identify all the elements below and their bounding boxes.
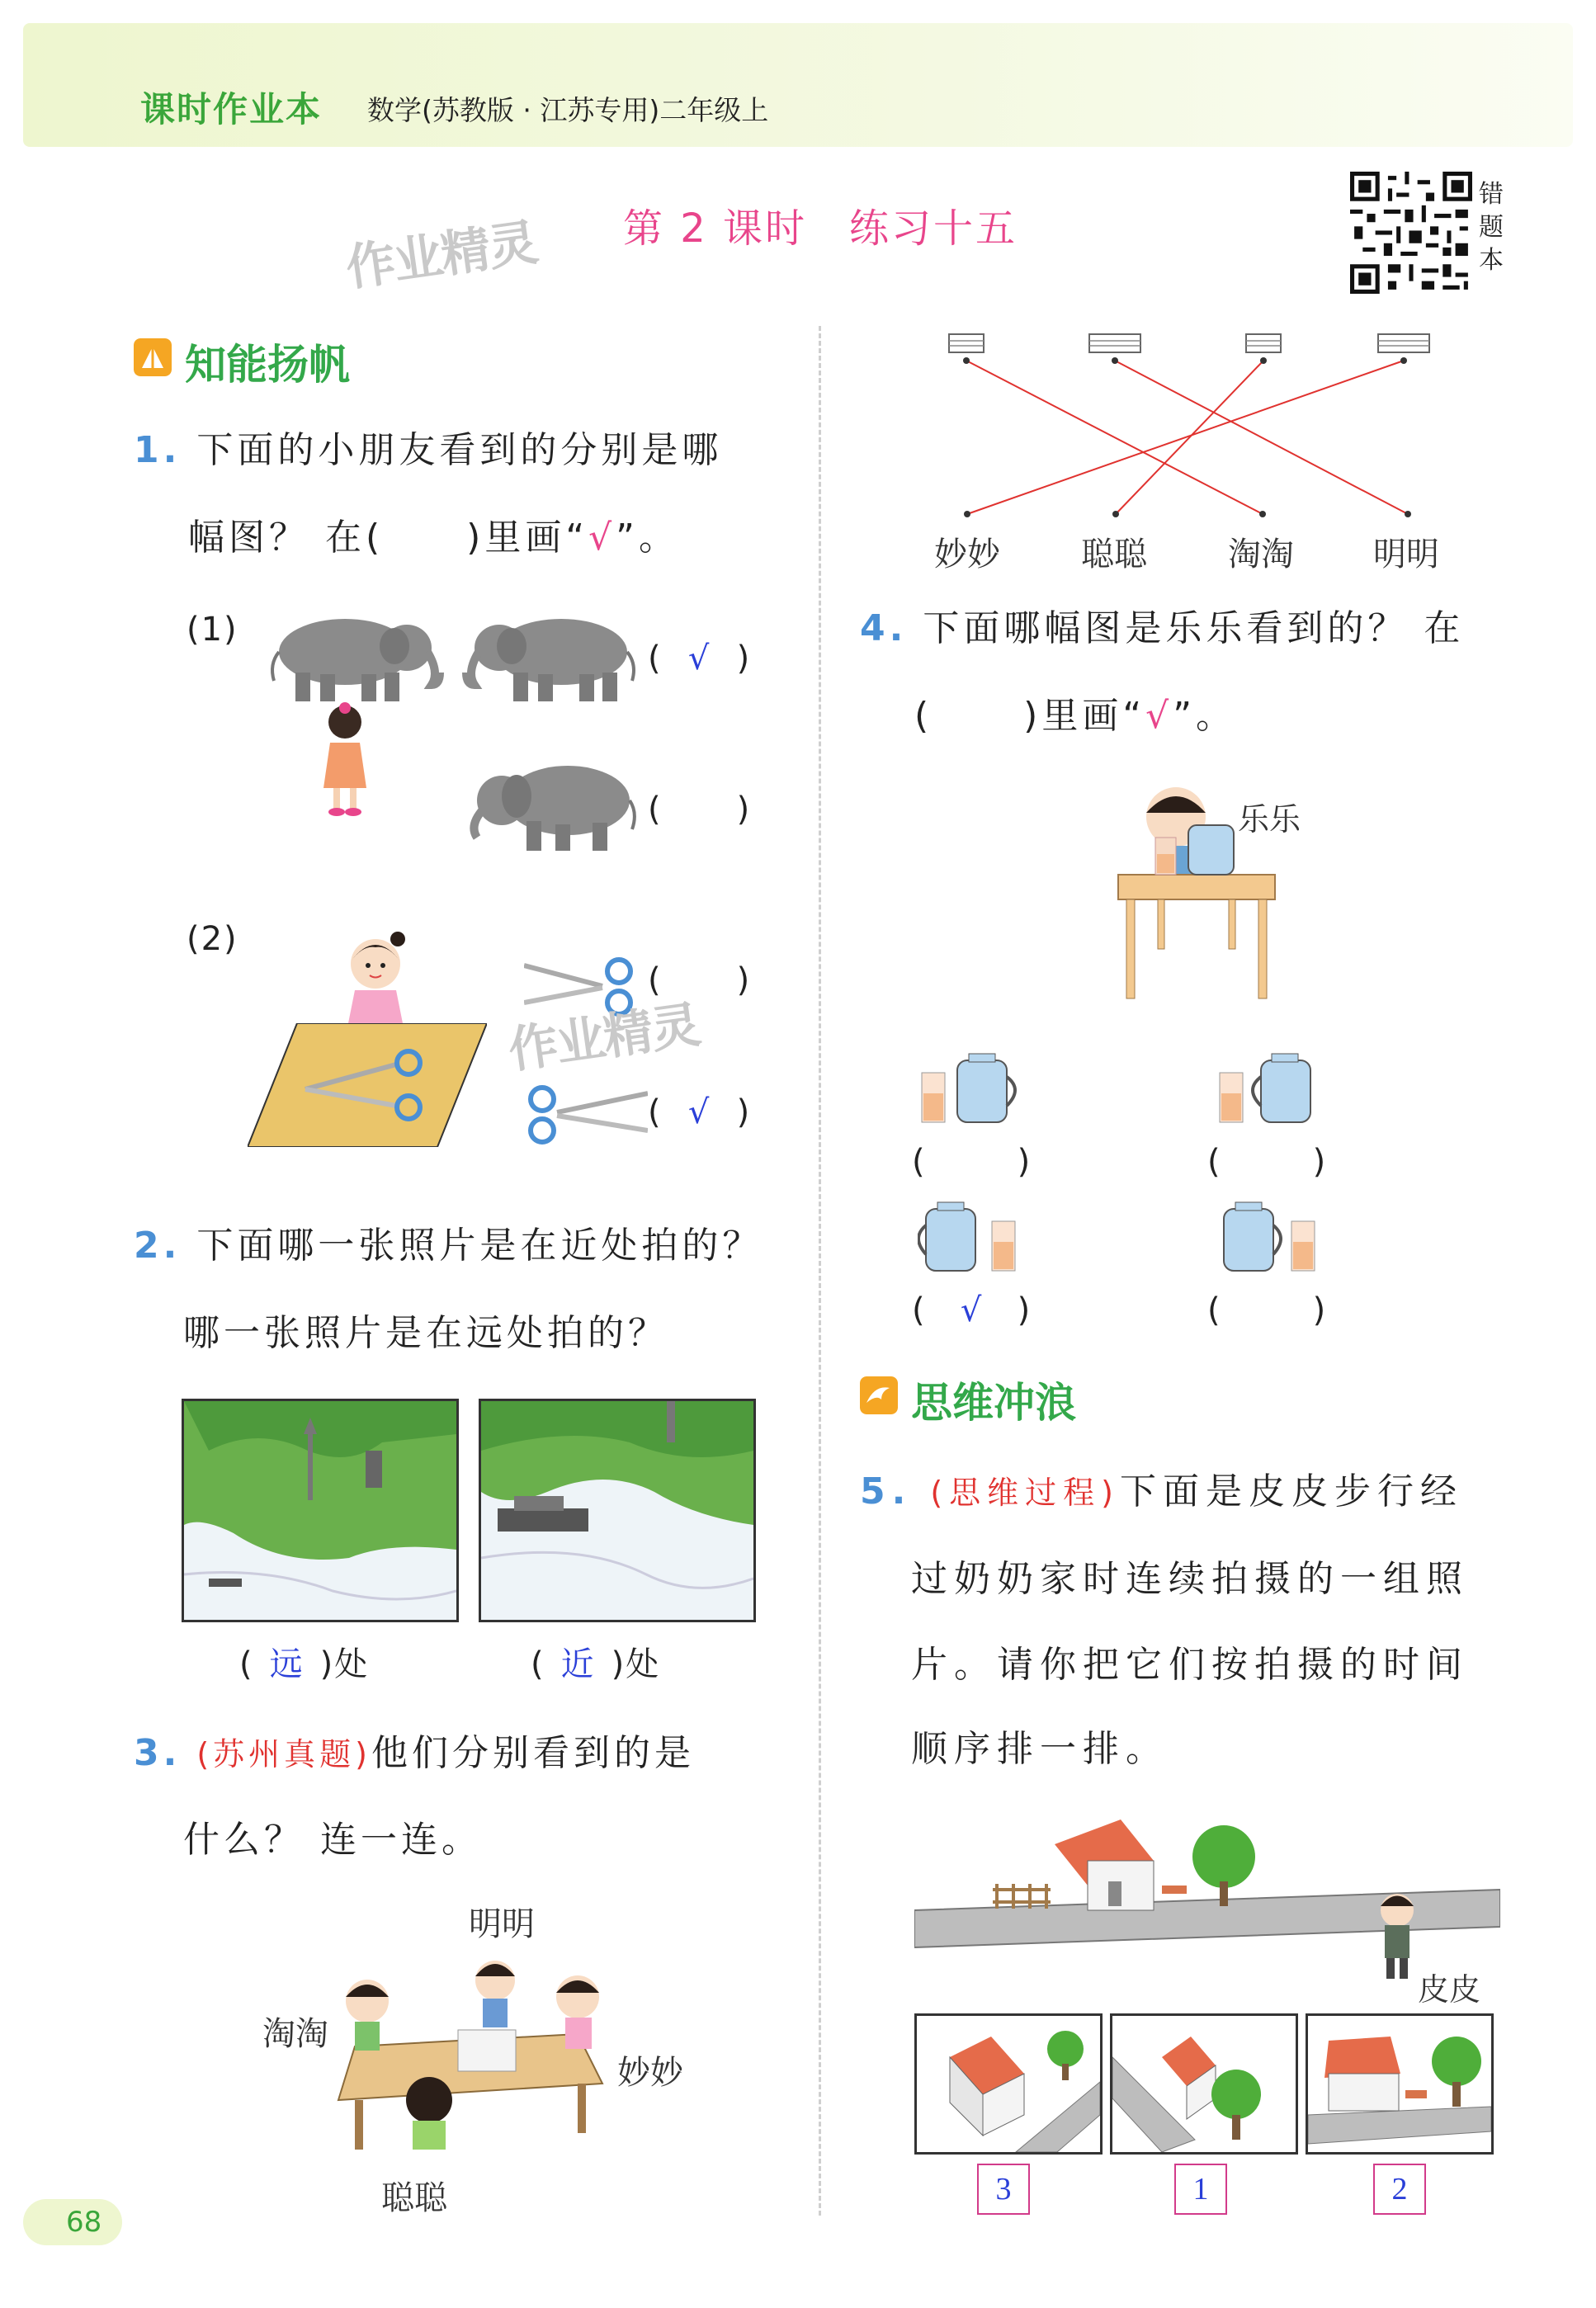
q4-number: 4.: [860, 607, 908, 649]
q5-photo-2: [1110, 2013, 1298, 2155]
children-around-table-image: [330, 1939, 619, 2170]
q2-answer-near-value: 近: [560, 1645, 596, 1683]
bottom-name-3: 淘淘: [1228, 536, 1294, 573]
q3-tag: (苏州真题): [196, 1736, 371, 1772]
q4-option-c-image: [918, 1201, 1025, 1279]
watermark-2: 作业精灵: [504, 996, 703, 1080]
bottom-name-2: 聪聪: [1081, 536, 1147, 573]
q2-answer-far[interactable]: ( 远 )处: [239, 1638, 369, 1685]
q2-line1: 下面哪一张照片是在近处拍的？: [196, 1225, 763, 1267]
photo-far-view: [182, 1399, 459, 1622]
q1-line2a: 幅图？ 在(: [188, 517, 385, 559]
q4-check-symbol: √: [1145, 695, 1173, 737]
q4-answer-c[interactable]: ( √ ): [912, 1291, 1032, 1329]
bottom-name-1: 妙妙: [934, 536, 1000, 573]
name-mingming: 明明: [469, 1905, 535, 1943]
q4-option-b-image: [1216, 1052, 1323, 1130]
q3-number: 3.: [134, 1732, 182, 1774]
wrong-question-label: 错题本: [1479, 180, 1504, 275]
q5-order-box-1[interactable]: 3: [977, 2164, 1030, 2215]
q1-answer-1b[interactable]: ( ): [648, 791, 752, 828]
name-lele: 乐乐: [1238, 801, 1301, 838]
q1-number: 1.: [134, 429, 182, 471]
name-taotao: 淘淘: [262, 2015, 328, 2053]
grandma-house-scene-image: [914, 1811, 1500, 2009]
sail-icon: [134, 338, 172, 376]
q4-line2c: ”。: [1173, 695, 1236, 737]
q3-connection-lines: [916, 326, 1494, 540]
q4-line2b: )里画“: [1023, 695, 1146, 737]
q4-option-d-image: [1216, 1201, 1323, 1279]
name-congcong: 聪聪: [381, 2179, 447, 2217]
q1-sub1-label: (1): [187, 611, 238, 649]
q4-answer-d[interactable]: ( ): [1207, 1291, 1328, 1329]
section-title-2: 思维冲浪: [911, 1379, 1076, 1427]
q5-order-box-2[interactable]: 1: [1174, 2164, 1227, 2215]
q2-answer-far-value: 远: [269, 1645, 305, 1683]
lesson-title: 第 2 课时 练习十五: [623, 205, 1018, 252]
q5-line2: 过奶奶家时连续拍摄的一组照: [911, 1558, 1469, 1600]
q4-answer-c-value: √: [960, 1291, 984, 1329]
scissors-view-b: [524, 1081, 648, 1147]
page-number: 68: [23, 2199, 122, 2245]
q4-answer-b[interactable]: ( ): [1207, 1143, 1328, 1181]
q1-answer-2b-value: √: [687, 1093, 711, 1131]
q4-line2a: (: [914, 695, 933, 737]
elephant-front-image: [460, 755, 642, 854]
q5-number: 5.: [860, 1470, 913, 1513]
q1-check-symbol: √: [588, 517, 616, 559]
q5-photo-3: [1306, 2013, 1494, 2155]
paper-with-scissors-image: [248, 1023, 487, 1147]
bottom-name-4: 明明: [1373, 536, 1439, 573]
q5-photo-1: [914, 2013, 1103, 2155]
photo-near-view: [479, 1399, 756, 1622]
section-title-1: 知能扬帆: [185, 341, 350, 389]
book-subtitle: 数学(苏教版 · 江苏专用)二年级上: [367, 94, 769, 126]
q1-sub2-label: (2): [187, 920, 238, 958]
q1-line2c: ”。: [616, 517, 679, 559]
qr-code-icon[interactable]: [1350, 172, 1472, 294]
q5-line1: 下面是皮皮步行经: [1120, 1470, 1463, 1513]
elephant-side-image: [262, 606, 452, 706]
q1-answer-2b[interactable]: ( √ ): [648, 1093, 752, 1131]
brand-title: 课时作业本: [140, 89, 323, 130]
name-pipi: 皮皮: [1418, 1971, 1481, 2008]
wave-icon: [860, 1376, 898, 1414]
name-miaomiao: 妙妙: [617, 2054, 683, 2092]
q5-tag: (思维过程): [930, 1475, 1120, 1511]
q1-answer-1a[interactable]: ( √ ): [648, 640, 752, 677]
q3-line2: 什么？ 连一连。: [183, 1819, 482, 1861]
q5-line3: 片。请你把它们按拍摄的时间: [911, 1644, 1469, 1686]
q1-answer-1a-value: √: [687, 640, 711, 677]
q1-line2b: )里画“: [466, 517, 589, 559]
q1-answer-2a[interactable]: ( ): [648, 961, 752, 999]
column-divider: [819, 326, 821, 2216]
q5-order-box-3[interactable]: 2: [1373, 2164, 1426, 2215]
girl-back-image: [312, 701, 378, 817]
q4-option-a-image: [918, 1052, 1025, 1130]
elephant-side-image-2: [462, 606, 652, 706]
q2-answer-near[interactable]: ( 近 )处: [531, 1638, 660, 1685]
q4-answer-a[interactable]: ( ): [912, 1143, 1032, 1181]
q3-line1: 他们分别看到的是: [371, 1732, 695, 1774]
q1-line1: 下面的小朋友看到的分别是哪: [196, 429, 723, 471]
girl-looking-image: [338, 924, 413, 1031]
q2-number: 2.: [134, 1225, 182, 1267]
q4-line1: 下面哪幅图是乐乐看到的？ 在: [923, 607, 1465, 649]
q5-line4: 顺序排一排。: [911, 1728, 1169, 1770]
q2-line2: 哪一张照片是在远处拍的？: [183, 1312, 668, 1354]
watermark: 作业精灵: [342, 214, 541, 298]
